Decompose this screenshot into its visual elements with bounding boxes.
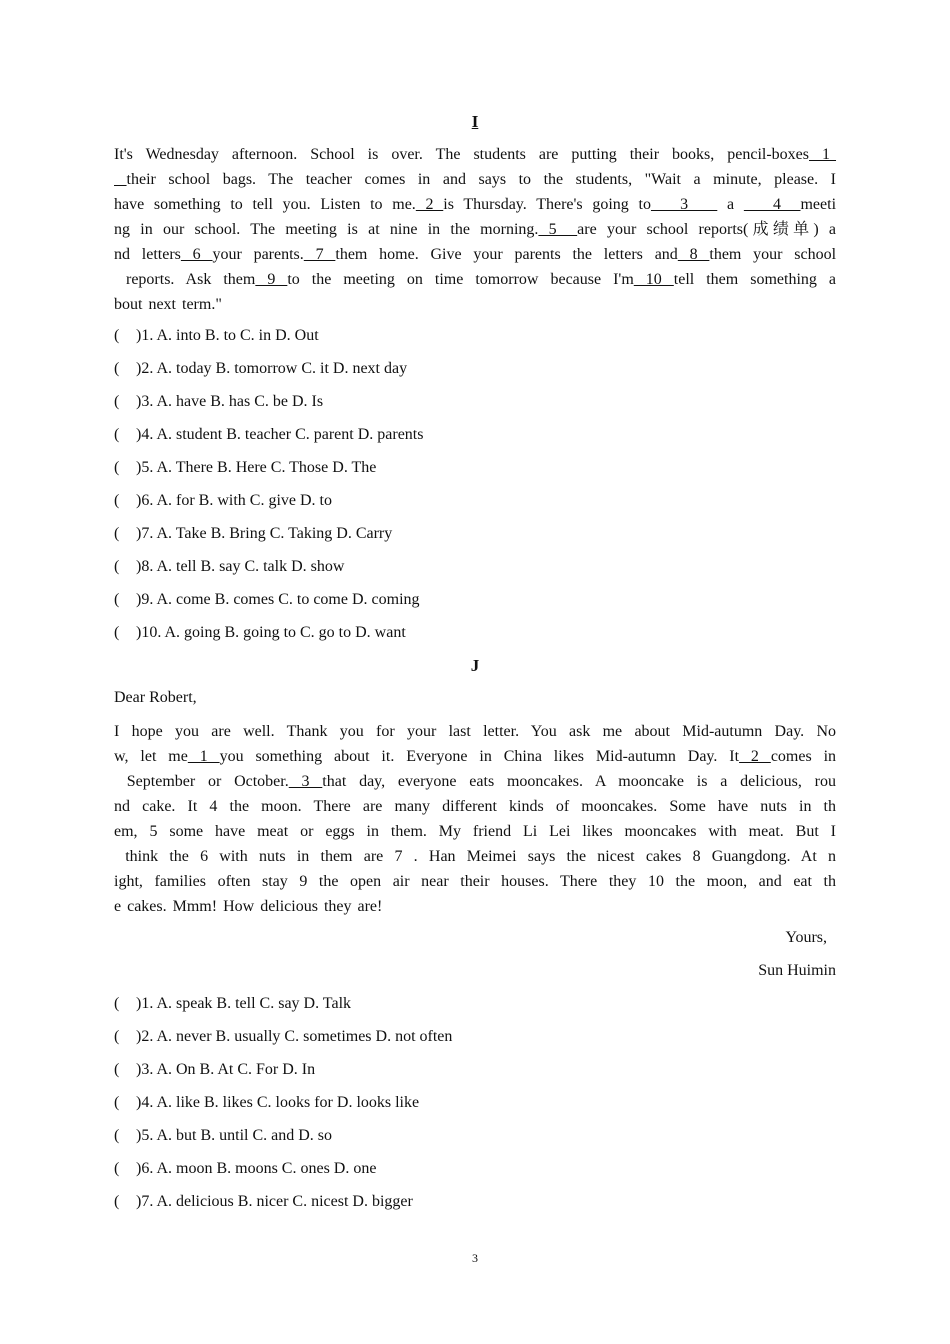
question-item xyxy=(114,360,407,378)
section-j-passage xyxy=(114,719,836,919)
answer-bracket: ( xyxy=(114,393,120,410)
letter-signature: Sun Huimin xyxy=(758,962,836,979)
question-item xyxy=(114,1127,332,1145)
question-text: )4. A. like B. likes C. looks for D. looks like xyxy=(136,1094,420,1111)
answer-bracket: ( xyxy=(114,1127,120,1144)
question-text: )9. A. come B. comes C. to come D. coming xyxy=(136,591,420,608)
answer-bracket: ( xyxy=(114,558,120,575)
section-i-heading: I xyxy=(471,112,479,131)
answer-bracket: ( xyxy=(114,1193,120,1210)
question-item xyxy=(114,426,423,444)
question-text: )6. A. for B. with C. give D. to xyxy=(136,492,332,509)
answer-bracket: ( xyxy=(114,1160,120,1177)
question-item xyxy=(114,591,420,609)
answer-bracket: ( xyxy=(114,624,120,641)
question-text: )1. A. into B. to C. in D. Out xyxy=(136,327,319,344)
passage-line: think the 6 with nuts in them are 7 . Han Meimei says the nicest cakes 8 Guangdong. At n xyxy=(114,848,836,865)
passage-line: their school bags. The teacher comes in and says to the students, "Wait a minute, please. I xyxy=(126,171,836,188)
passage-line: nd cake. It 4 the moon. There are many different kinds of mooncakes. Some have nuts in th xyxy=(114,798,836,815)
passage-line: I hope you are well. Thank you for your last letter. You ask me about Mid-autumn Day. No xyxy=(114,723,836,740)
section-i-passage xyxy=(114,142,836,317)
answer-bracket: ( xyxy=(114,459,120,476)
answer-bracket: ( xyxy=(114,1094,120,1111)
question-item xyxy=(114,393,323,411)
answer-bracket: ( xyxy=(114,327,120,344)
answer-bracket: ( xyxy=(114,525,120,542)
question-item xyxy=(114,1160,376,1178)
question-text: )1. A. speak B. tell C. say D. Talk xyxy=(136,995,352,1012)
question-item xyxy=(114,492,332,510)
question-item xyxy=(114,459,376,477)
passage-line: bout next term." xyxy=(114,296,222,313)
answer-bracket: ( xyxy=(114,426,120,443)
question-text: )10. A. going B. going to C. go to D. want xyxy=(136,624,406,641)
question-text: )4. A. student B. teacher C. parent D. parents xyxy=(136,426,424,443)
passage-line: September or October. 3 that day, everyone eats mooncakes. A mooncake is a delicious, rou xyxy=(114,773,837,790)
passage-line: w, let me 1 you something about it. Everyone in China likes Mid-autumn Day. It 2 comes in xyxy=(114,748,837,765)
question-item xyxy=(114,327,319,345)
question-text: )3. A. On B. At C. For D. In xyxy=(136,1061,316,1078)
question-text: )6. A. moon B. moons C. ones D. one xyxy=(136,1160,377,1177)
answer-bracket: ( xyxy=(114,995,120,1012)
passage-line: e cakes. Mmm! How delicious they are! xyxy=(114,898,383,915)
passage-line: It's Wednesday afternoon. School is over. The students are putting their books, pencil-boxes 1 xyxy=(114,146,837,163)
answer-bracket: ( xyxy=(114,360,120,377)
question-text: )8. A. tell B. say C. talk D. show xyxy=(136,558,345,575)
passage-line: nd letters 6 your parents. 7 them home. Give your parents the letters and 8 them your school xyxy=(114,246,837,263)
passage-line: reports. Ask them 9 to the meeting on time tomorrow because I'm 10 tell them something a xyxy=(114,271,836,288)
answer-bracket: ( xyxy=(114,591,120,608)
question-item xyxy=(114,1028,452,1046)
question-text: )2. A. today B. tomorrow C. it D. next day xyxy=(136,360,408,377)
passage-line: em, 5 some have meat or eggs in them. My friend Li Lei likes mooncakes with meat. But I xyxy=(114,823,836,840)
passage-line: ight, families often stay 9 the open air near their houses. There they 10 the moon, and eat th xyxy=(114,873,836,890)
question-text: )7. A. Take B. Bring C. Taking D. Carry xyxy=(136,525,393,542)
question-item xyxy=(114,1094,419,1112)
question-item xyxy=(114,1193,413,1211)
question-text: )5. A. but B. until C. and D. so xyxy=(136,1127,333,1144)
question-item xyxy=(114,525,392,543)
letter-closing: Yours, xyxy=(785,929,827,946)
question-item xyxy=(114,995,351,1013)
answer-bracket: ( xyxy=(114,1061,120,1078)
question-text: )3. A. have B. has C. be D. Is xyxy=(136,393,324,410)
passage-line: ng in our school. The meeting is at nine in the morning. 5 are your school reports(成绩单) a xyxy=(114,221,836,238)
question-item xyxy=(114,624,406,642)
page-number: 3 xyxy=(472,1251,478,1265)
question-item xyxy=(114,1061,315,1079)
section-j-heading: J xyxy=(470,656,480,675)
question-text: )5. A. There B. Here C. Those D. The xyxy=(136,459,377,476)
salutation: Dear Robert, xyxy=(114,689,197,706)
answer-bracket: ( xyxy=(114,1028,120,1045)
question-item xyxy=(114,558,344,576)
question-text: )7. A. delicious B. nicer C. nicest D. bigger xyxy=(136,1193,413,1210)
question-text: )2. A. never B. usually C. sometimes D. not often xyxy=(136,1028,453,1045)
passage-line: have something to tell you. Listen to me. 2 is Thursday. There's going to 3 a 4 meeti xyxy=(114,196,837,213)
answer-bracket: ( xyxy=(114,492,120,509)
